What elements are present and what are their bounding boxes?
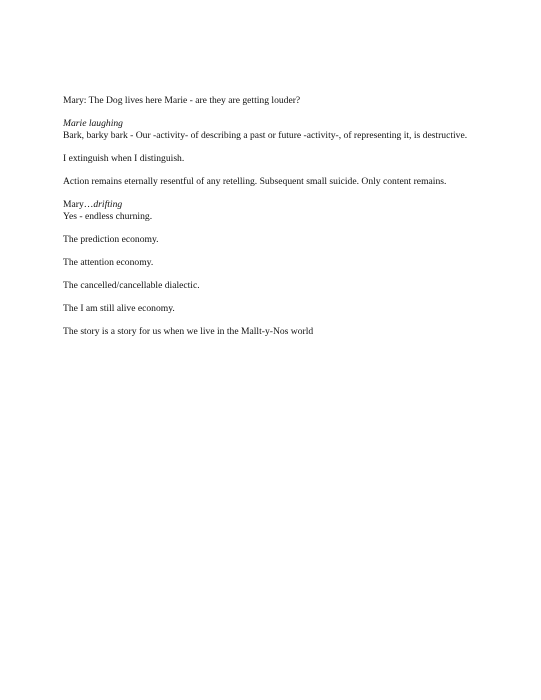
paragraph-story bbox=[63, 326, 503, 338]
paragraph-text: The story is a story for us when we live in the Mallt-y-Nos world bbox=[63, 326, 314, 337]
paragraph-extinguish bbox=[63, 153, 503, 165]
speaker-line bbox=[63, 199, 503, 211]
paragraph-text: Yes - endless churning. bbox=[63, 211, 153, 222]
paragraph-text: The cancelled/cancellable dialectic. bbox=[63, 280, 200, 291]
paragraph-text: Bark, barky bark - Our -activity- of describing a past or future -activity-, of representing it, is destructive. bbox=[63, 130, 468, 141]
paragraph-mary-dog bbox=[63, 95, 503, 107]
paragraph-text: I extinguish when I distinguish. bbox=[63, 153, 185, 164]
paragraph-attention bbox=[63, 257, 503, 269]
stage-direction: drifting bbox=[93, 199, 123, 210]
paragraph-prediction bbox=[63, 234, 503, 246]
document-body bbox=[63, 95, 503, 349]
paragraph-text: The attention economy. bbox=[63, 257, 154, 268]
paragraph-alive-economy bbox=[63, 303, 503, 315]
paragraph-text: Mary: The Dog lives here Marie - are they are getting louder? bbox=[63, 95, 301, 106]
paragraph-marie-laughing bbox=[63, 118, 503, 142]
speaker-name: Mary… bbox=[63, 199, 94, 210]
paragraph-dialectic bbox=[63, 280, 503, 292]
stage-direction: Marie laughing bbox=[63, 118, 123, 129]
paragraph-text: Action remains eternally resentful of any retelling. Subsequent small suicide. Only content remains. bbox=[63, 176, 447, 187]
paragraph-text: The I am still alive economy. bbox=[63, 303, 175, 314]
paragraph-text: The prediction economy. bbox=[63, 234, 159, 245]
paragraph-mary-drifting bbox=[63, 199, 503, 223]
paragraph-action bbox=[63, 176, 503, 188]
